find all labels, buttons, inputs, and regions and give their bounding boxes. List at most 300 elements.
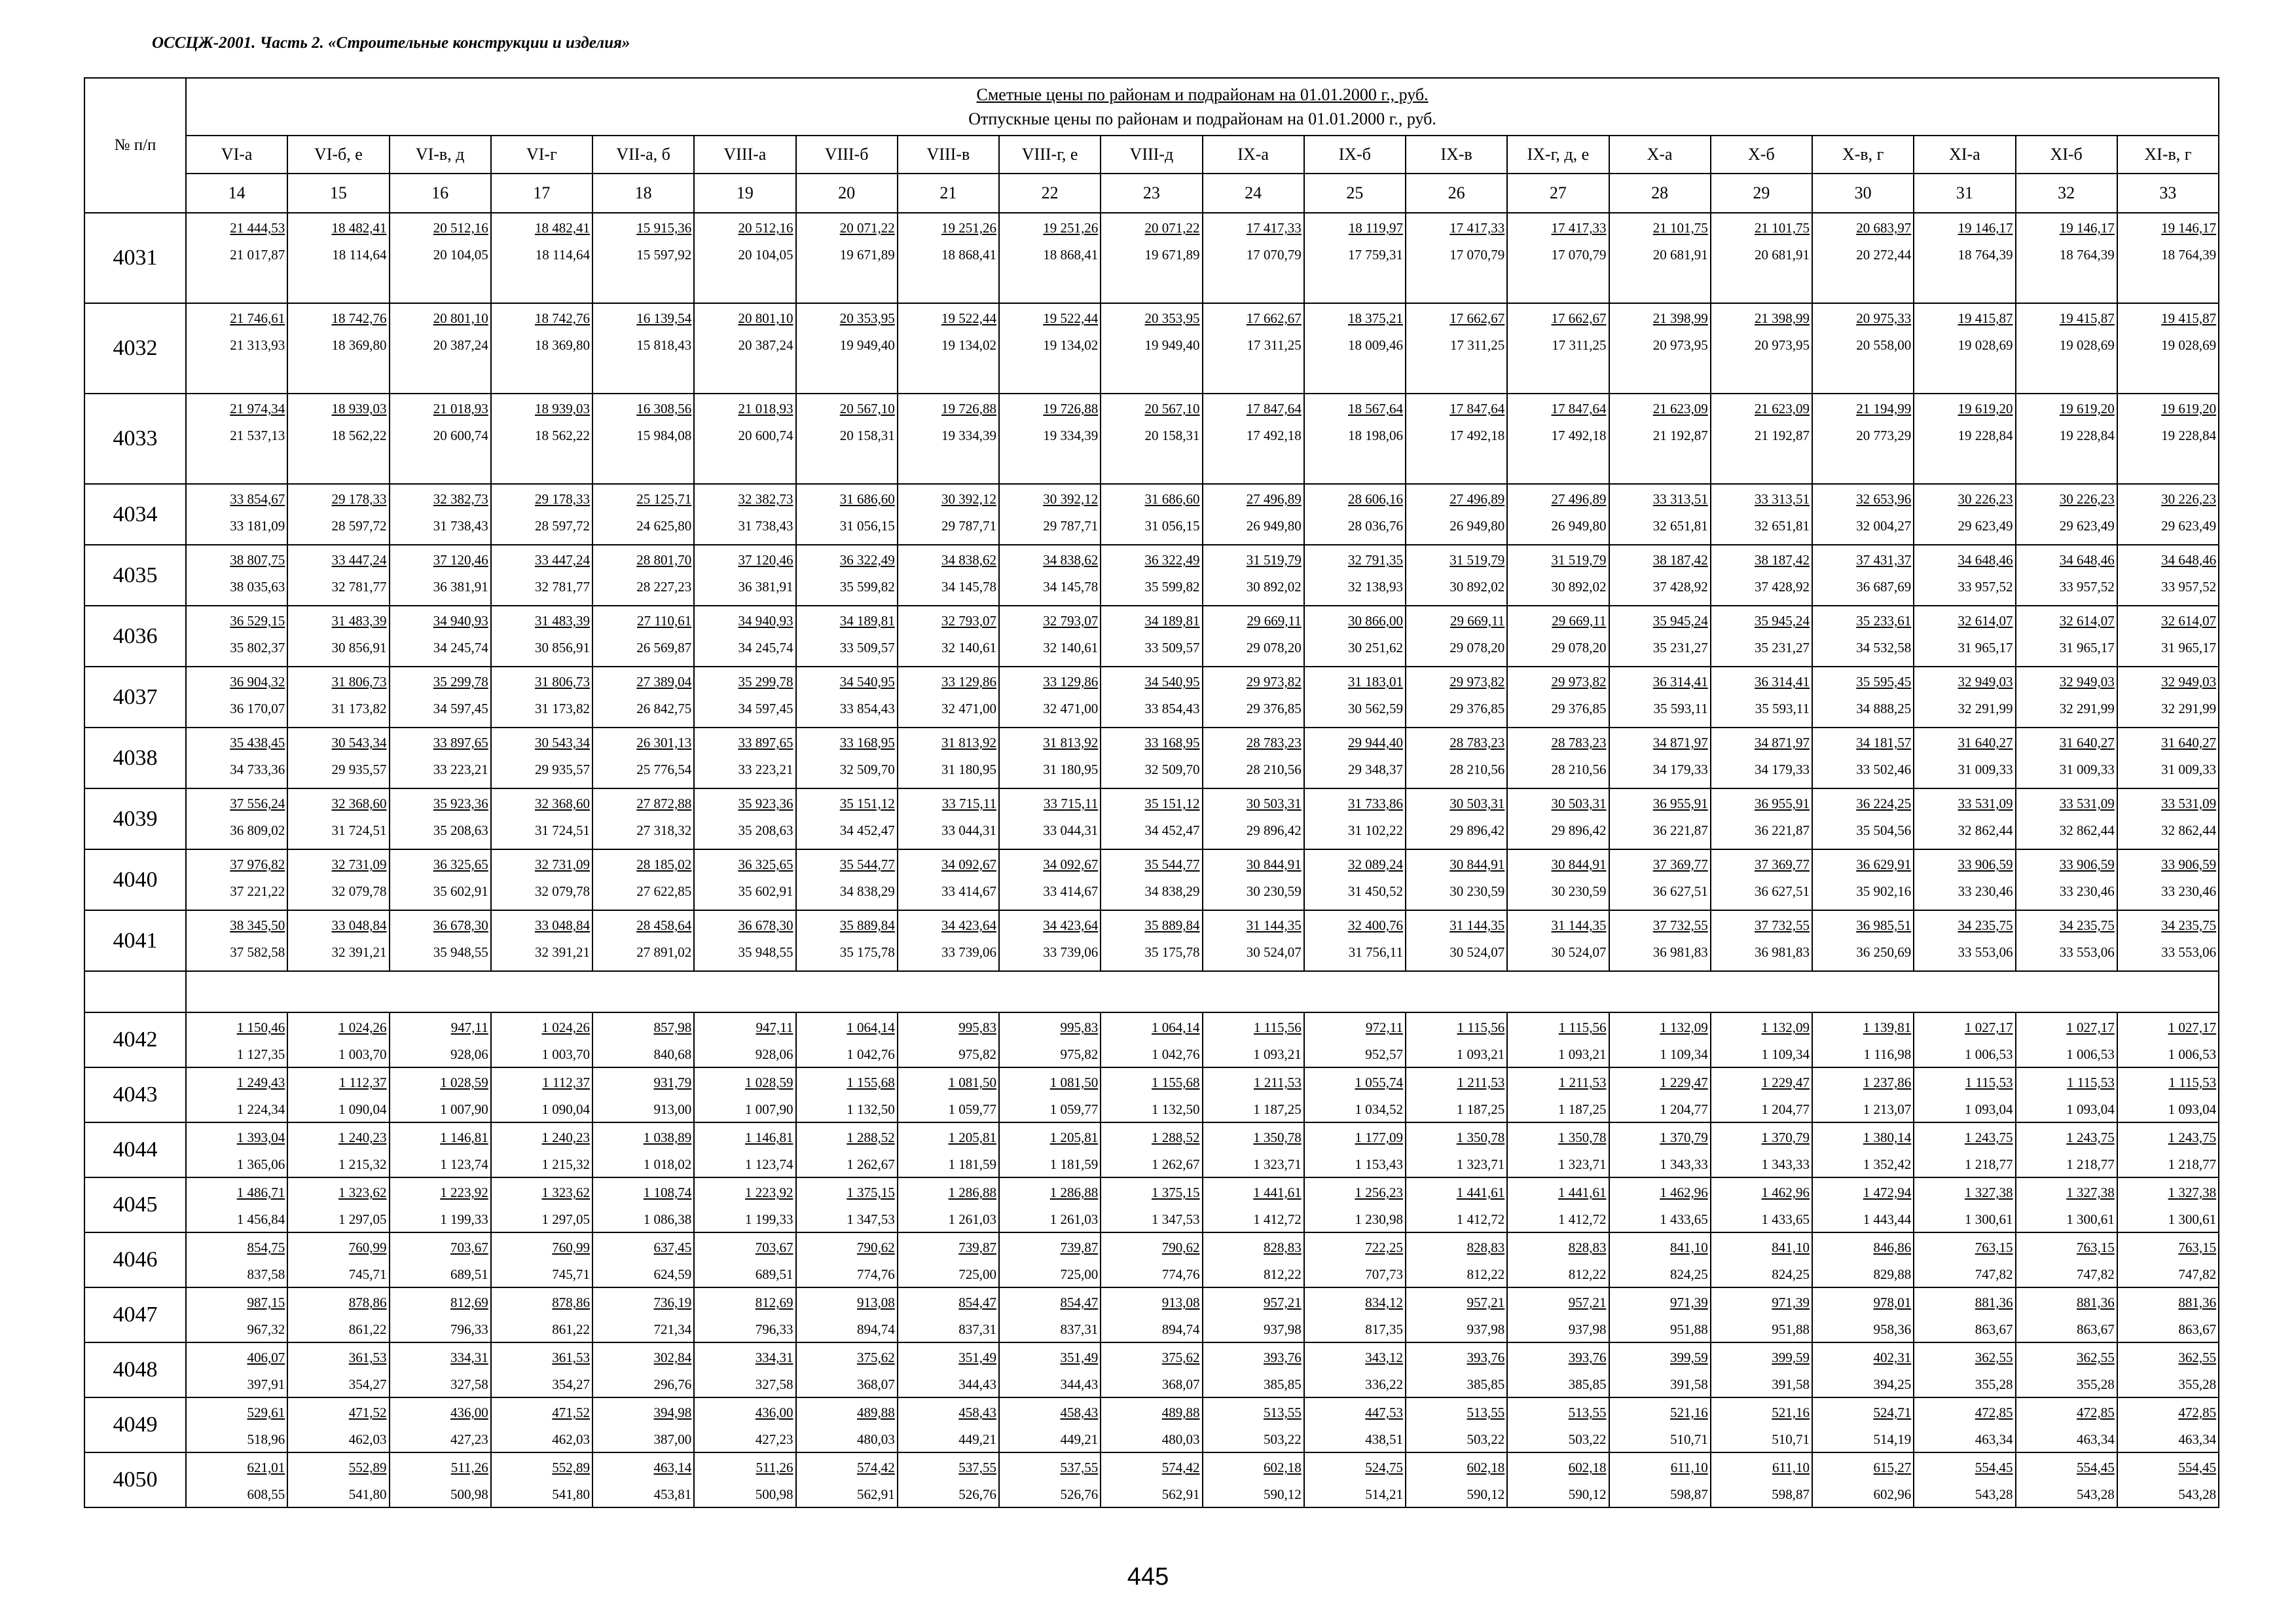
price-cell (390, 910, 491, 971)
release-price: 1 215,32 (541, 1156, 590, 1172)
price-cell (1507, 667, 1609, 728)
release-price: 590,12 (1568, 1486, 1607, 1502)
estimate-price: 739,87 (1060, 1240, 1099, 1255)
estimate-price: 33 447,24 (331, 552, 387, 568)
section-separator-row (84, 971, 2219, 1012)
release-price: 31 009,33 (2059, 762, 2115, 777)
row-code: 4034 (84, 484, 186, 545)
price-cell (1609, 484, 1711, 545)
column-index: 17 (491, 174, 592, 213)
price-cell (390, 1287, 491, 1342)
estimate-price: 1 462,96 (1660, 1185, 1708, 1200)
estimate-price: 472,85 (2178, 1405, 2217, 1420)
table-title-row (84, 78, 2219, 136)
estimate-price: 31 144,35 (1246, 917, 1302, 933)
release-price: 35 231,27 (1755, 640, 1810, 655)
price-cell (898, 545, 999, 606)
price-cell (592, 1067, 694, 1122)
price-cell (1914, 910, 2015, 971)
estimate-price: 841,10 (1670, 1240, 1708, 1255)
estimate-price: 30 503,31 (1246, 796, 1302, 811)
price-cell (999, 788, 1101, 849)
price-cell (2117, 484, 2219, 545)
estimate-price: 36 314,41 (1652, 674, 1708, 690)
release-price: 29 623,49 (1958, 518, 2013, 534)
release-price: 19 028,69 (2059, 337, 2115, 353)
price-cell (1914, 1067, 2015, 1122)
release-price: 19 028,69 (1958, 337, 2013, 353)
release-price: 32 651,81 (1755, 518, 1810, 534)
price-cell (796, 728, 898, 788)
estimate-price: 1 243,75 (2168, 1130, 2217, 1145)
release-price: 427,23 (755, 1431, 793, 1447)
region-header: IX-в (1406, 136, 1507, 174)
release-price: 18 562,22 (331, 428, 387, 443)
price-cell (1101, 303, 1202, 394)
release-price: 31 173,82 (331, 701, 387, 716)
row-code: 4036 (84, 606, 186, 667)
release-price: 967,32 (247, 1321, 285, 1337)
release-price: 387,00 (653, 1431, 692, 1447)
price-cell (1304, 1452, 1406, 1507)
price-cell (1812, 1452, 1914, 1507)
release-price: 958,36 (1873, 1321, 1912, 1337)
estimate-price: 28 801,70 (636, 552, 692, 568)
release-price: 725,00 (1060, 1266, 1099, 1282)
release-price: 18 868,41 (1043, 247, 1099, 263)
estimate-price: 31 483,39 (535, 613, 590, 629)
price-cell (592, 1122, 694, 1177)
price-cell (1609, 1342, 1711, 1397)
release-price: 37 428,92 (1755, 579, 1810, 595)
release-price: 1 093,04 (1965, 1101, 2013, 1117)
release-price: 397,91 (247, 1376, 285, 1392)
table-row (84, 213, 2219, 303)
release-price: 36 627,51 (1652, 883, 1708, 899)
price-cell (1203, 910, 1304, 971)
price-cell (287, 728, 389, 788)
estimate-price: 34 940,93 (433, 613, 488, 629)
estimate-price: 36 322,49 (839, 552, 895, 568)
release-price: 1 456,84 (236, 1211, 285, 1227)
estimate-price: 33 906,59 (2161, 857, 2217, 872)
table-row (84, 1232, 2219, 1287)
release-price: 745,71 (552, 1266, 590, 1282)
price-cell (1507, 728, 1609, 788)
price-cell (1304, 1122, 1406, 1177)
release-price: 1 123,74 (440, 1156, 488, 1172)
column-index: 27 (1507, 174, 1609, 213)
release-price: 31 965,17 (1958, 640, 2013, 655)
estimate-price: 35 151,12 (839, 796, 895, 811)
estimate-price: 399,59 (1670, 1350, 1708, 1365)
estimate-price: 17 417,33 (1246, 220, 1302, 236)
region-header: IX-г, д, е (1507, 136, 1609, 174)
column-index-row (84, 174, 2219, 213)
estimate-price: 1 375,15 (1152, 1185, 1200, 1200)
estimate-price: 34 189,81 (1144, 613, 1200, 629)
price-cell (1812, 1012, 1914, 1067)
price-cell (1406, 1397, 1507, 1452)
region-header: VI-в, д (390, 136, 491, 174)
release-price: 937,98 (1568, 1321, 1607, 1337)
estimate-price: 1 108,74 (643, 1185, 692, 1200)
price-cell (390, 788, 491, 849)
estimate-price: 1 028,59 (440, 1075, 488, 1090)
estimate-price: 513,55 (1467, 1405, 1505, 1420)
estimate-price: 554,45 (1975, 1460, 2013, 1475)
release-price: 796,33 (450, 1321, 488, 1337)
price-cell (1101, 1012, 1202, 1067)
estimate-price: 36 314,41 (1755, 674, 1810, 690)
estimate-price: 1 027,17 (2066, 1020, 2115, 1035)
estimate-price: 19 146,17 (2161, 220, 2217, 236)
release-price: 354,27 (552, 1376, 590, 1392)
price-cell (287, 394, 389, 484)
release-price: 35 599,82 (1144, 579, 1200, 595)
price-cell (1203, 1287, 1304, 1342)
price-cell (1304, 910, 1406, 971)
price-cell (1101, 728, 1202, 788)
estimate-price: 21 398,99 (1652, 310, 1708, 326)
release-price: 928,06 (755, 1046, 793, 1062)
estimate-price: 1 327,38 (2168, 1185, 2217, 1200)
estimate-price: 739,87 (958, 1240, 996, 1255)
estimate-price: 1 288,52 (847, 1130, 895, 1145)
estimate-price: 20 567,10 (1144, 401, 1200, 416)
estimate-price: 30 392,12 (941, 491, 996, 507)
release-price: 36 250,69 (1856, 944, 1912, 960)
price-cell (1203, 849, 1304, 910)
release-price: 18 764,39 (2059, 247, 2115, 263)
estimate-price: 32 382,73 (738, 491, 793, 507)
release-price: 19 134,02 (941, 337, 996, 353)
release-price: 1 323,71 (1558, 1156, 1607, 1172)
release-price: 824,25 (1772, 1266, 1810, 1282)
estimate-price: 471,52 (348, 1405, 387, 1420)
estimate-price: 489,88 (857, 1405, 895, 1420)
release-price: 1 365,06 (236, 1156, 285, 1172)
release-price: 20 600,74 (738, 428, 793, 443)
estimate-price: 31 806,73 (331, 674, 387, 690)
estimate-price: 33 447,24 (535, 552, 590, 568)
price-cell (1507, 303, 1609, 394)
release-price: 31 756,11 (1348, 944, 1403, 960)
price-cell (1711, 1342, 1812, 1397)
release-price: 1 347,53 (847, 1211, 895, 1227)
estimate-price: 1 146,81 (745, 1130, 793, 1145)
release-price: 812,22 (1568, 1266, 1607, 1282)
release-price: 29 376,85 (1551, 701, 1607, 716)
estimate-price: 1 027,17 (1965, 1020, 2013, 1035)
price-cell (1914, 1122, 2015, 1177)
estimate-price: 34 181,57 (1856, 735, 1912, 750)
estimate-price: 32 614,07 (2059, 613, 2115, 629)
release-price: 36 170,07 (230, 701, 285, 716)
estimate-price: 37 732,55 (1755, 917, 1810, 933)
release-price: 19 671,89 (1144, 247, 1200, 263)
release-price: 31 738,43 (433, 518, 488, 534)
release-price: 1 042,76 (1152, 1046, 1200, 1062)
estimate-price: 399,59 (1772, 1350, 1810, 1365)
estimate-price: 1 375,15 (847, 1185, 895, 1200)
price-cell (2117, 788, 2219, 849)
release-price: 861,22 (348, 1321, 387, 1337)
region-header: VIII-а (694, 136, 795, 174)
release-price: 35 231,27 (1652, 640, 1708, 655)
price-cell (1812, 1287, 1914, 1342)
estimate-price: 29 178,33 (331, 491, 387, 507)
price-cell (186, 1012, 287, 1067)
price-cell (186, 1342, 287, 1397)
price-cell (1914, 1287, 2015, 1342)
column-index: 23 (1101, 174, 1202, 213)
release-price: 34 179,33 (1755, 762, 1810, 777)
release-price: 449,21 (958, 1431, 996, 1447)
estimate-price: 362,55 (1975, 1350, 2013, 1365)
price-cell (2016, 788, 2117, 849)
estimate-price: 32 368,60 (331, 796, 387, 811)
release-price: 394,25 (1873, 1376, 1912, 1392)
release-price: 31 180,95 (1043, 762, 1099, 777)
price-cell (1609, 1287, 1711, 1342)
price-cell (898, 1122, 999, 1177)
estimate-price: 33 906,59 (1958, 857, 2013, 872)
release-price: 503,22 (1467, 1431, 1505, 1447)
release-price: 33 230,46 (2161, 883, 2217, 899)
price-cell (1914, 788, 2015, 849)
estimate-price: 20 801,10 (738, 310, 793, 326)
price-cell (1711, 728, 1812, 788)
release-price: 355,28 (2178, 1376, 2217, 1392)
release-price: 33 957,52 (2161, 579, 2217, 595)
estimate-price: 19 726,88 (1043, 401, 1099, 416)
release-price: 31 056,15 (1144, 518, 1200, 534)
estimate-price: 1 243,75 (1965, 1130, 2013, 1145)
estimate-price: 29 669,11 (1450, 613, 1505, 629)
release-price: 33 739,06 (941, 944, 996, 960)
estimate-price: 36 904,32 (230, 674, 285, 690)
release-price: 1 352,42 (1863, 1156, 1912, 1172)
estimate-price: 1 115,56 (1558, 1020, 1607, 1035)
estimate-price: 1 462,96 (1761, 1185, 1810, 1200)
release-price: 1 127,35 (236, 1046, 285, 1062)
release-price: 34 838,29 (1144, 883, 1200, 899)
price-cell (1406, 1232, 1507, 1287)
estimate-price: 17 847,64 (1551, 401, 1607, 416)
price-cell (898, 394, 999, 484)
release-price: 18 198,06 (1348, 428, 1403, 443)
estimate-price: 33 313,51 (1755, 491, 1810, 507)
estimate-price: 854,47 (1060, 1295, 1099, 1310)
estimate-price: 38 187,42 (1755, 552, 1810, 568)
price-cell (2117, 667, 2219, 728)
release-price: 19 671,89 (839, 247, 895, 263)
price-cell (694, 788, 795, 849)
estimate-price: 34 540,95 (1144, 674, 1200, 690)
release-price: 327,58 (450, 1376, 488, 1392)
estimate-price: 854,47 (958, 1295, 996, 1310)
price-cell (1101, 394, 1202, 484)
estimate-price: 33 048,84 (535, 917, 590, 933)
release-price: 385,85 (1568, 1376, 1607, 1392)
estimate-price: 33 048,84 (331, 917, 387, 933)
release-price: 1 018,02 (643, 1156, 692, 1172)
estimate-price: 29 944,40 (1348, 735, 1403, 750)
release-price: 837,58 (247, 1266, 285, 1282)
price-cell (1609, 213, 1711, 303)
column-index: 18 (592, 174, 694, 213)
release-price: 1 006,53 (2168, 1046, 2217, 1062)
estimate-price: 1 288,52 (1152, 1130, 1200, 1145)
price-cell (1507, 849, 1609, 910)
estimate-price: 20 567,10 (839, 401, 895, 416)
price-cell (287, 1012, 389, 1067)
release-price: 33 854,43 (1144, 701, 1200, 716)
release-price: 368,07 (857, 1376, 895, 1392)
price-cell (1101, 1177, 1202, 1232)
price-cell (1609, 394, 1711, 484)
price-cell (898, 1452, 999, 1507)
release-price: 19 228,84 (2161, 428, 2217, 443)
release-price: 17 492,18 (1551, 428, 1607, 443)
price-cell (898, 788, 999, 849)
estimate-price: 20 353,95 (839, 310, 895, 326)
estimate-price: 20 512,16 (433, 220, 488, 236)
estimate-price: 1 370,79 (1660, 1130, 1708, 1145)
release-price: 20 973,95 (1652, 337, 1708, 353)
estimate-price: 35 151,12 (1144, 796, 1200, 811)
release-price: 18 868,41 (941, 247, 996, 263)
price-cell (491, 394, 592, 484)
price-cell (287, 1287, 389, 1342)
estimate-price: 537,55 (1060, 1460, 1099, 1475)
price-cell (999, 1452, 1101, 1507)
release-price: 34 838,29 (839, 883, 895, 899)
estimate-price: 1 150,46 (236, 1020, 285, 1035)
estimate-price: 21 974,34 (230, 401, 285, 416)
price-cell (592, 1452, 694, 1507)
price-cell (592, 1287, 694, 1342)
estimate-price: 987,15 (247, 1295, 285, 1310)
price-cell (898, 213, 999, 303)
release-price: 30 856,91 (331, 640, 387, 655)
price-cell (1914, 1232, 2015, 1287)
release-price: 20 158,31 (839, 428, 895, 443)
estimate-price: 32 400,76 (1348, 917, 1403, 933)
estimate-price: 17 662,67 (1449, 310, 1505, 326)
estimate-price: 37 369,77 (1652, 857, 1708, 872)
price-cell (999, 910, 1101, 971)
estimate-price: 1 115,56 (1254, 1020, 1302, 1035)
row-code: 4031 (84, 213, 186, 303)
price-cell (1812, 303, 1914, 394)
price-cell (999, 394, 1101, 484)
release-price: 19 134,02 (1043, 337, 1099, 353)
release-price: 36 627,51 (1755, 883, 1810, 899)
release-price: 837,31 (958, 1321, 996, 1337)
price-cell (1507, 484, 1609, 545)
estimate-price: 736,19 (653, 1295, 692, 1310)
release-price: 33 509,57 (839, 640, 895, 655)
estimate-price: 1 240,23 (541, 1130, 590, 1145)
release-price: 1 086,38 (643, 1211, 692, 1227)
release-price: 17 492,18 (1246, 428, 1302, 443)
estimate-price: 35 438,45 (230, 735, 285, 750)
price-cell (1711, 1012, 1812, 1067)
release-price: 543,28 (1975, 1486, 2013, 1502)
price-cell (287, 1177, 389, 1232)
row-code: 4040 (84, 849, 186, 910)
release-price: 29 787,71 (1043, 518, 1099, 534)
release-price: 36 381,91 (433, 579, 488, 595)
column-index: 15 (287, 174, 389, 213)
price-cell (1507, 1452, 1609, 1507)
estimate-price: 33 715,11 (1044, 796, 1099, 811)
price-cell (1304, 484, 1406, 545)
estimate-price: 812,69 (755, 1295, 793, 1310)
release-price: 30 230,59 (1449, 883, 1505, 899)
release-price-title: Отпускные цены по районам и подрайонам на 01.01.2000 г., руб. (968, 109, 1436, 128)
price-cell (1609, 728, 1711, 788)
price-cell (2016, 1287, 2117, 1342)
estimate-price: 32 614,07 (1958, 613, 2013, 629)
release-price: 31 450,52 (1348, 883, 1403, 899)
price-table-body (84, 213, 2219, 1507)
estimate-price: 334,31 (450, 1350, 488, 1365)
estimate-price: 513,55 (1568, 1405, 1607, 1420)
release-price: 31 724,51 (331, 822, 387, 838)
price-cell (1711, 667, 1812, 728)
estimate-price: 1 240,23 (338, 1130, 387, 1145)
estimate-price: 18 119,97 (1348, 220, 1403, 236)
price-cell (694, 1122, 795, 1177)
table-row (84, 1452, 2219, 1507)
release-price: 37 428,92 (1652, 579, 1708, 595)
estimate-price: 34 648,46 (1958, 552, 2013, 568)
table-row (84, 728, 2219, 788)
release-price: 30 562,59 (1348, 701, 1403, 716)
price-cell (2117, 1232, 2219, 1287)
price-cell (390, 1067, 491, 1122)
price-cell (796, 1122, 898, 1177)
release-price: 1 433,65 (1761, 1211, 1810, 1227)
estimate-price: 1 205,81 (948, 1130, 996, 1145)
price-cell (1101, 1287, 1202, 1342)
release-price: 774,76 (857, 1266, 895, 1282)
price-cell (2016, 1397, 2117, 1452)
price-cell (1507, 394, 1609, 484)
release-price: 38 035,63 (230, 579, 285, 595)
price-cell (1914, 545, 2015, 606)
price-cell (491, 910, 592, 971)
row-code: 4044 (84, 1122, 186, 1177)
release-price: 774,76 (1161, 1266, 1200, 1282)
price-cell (186, 667, 287, 728)
release-price: 27 622,85 (636, 883, 692, 899)
estimate-price: 34 235,75 (1958, 917, 2013, 933)
release-price: 747,82 (2178, 1266, 2217, 1282)
price-cell (1304, 213, 1406, 303)
price-cell (898, 1067, 999, 1122)
release-price: 27 891,02 (636, 944, 692, 960)
price-table (84, 77, 2219, 1508)
price-cell (1914, 484, 2015, 545)
estimate-price: 19 415,87 (2059, 310, 2115, 326)
release-price: 1 199,33 (745, 1211, 793, 1227)
estimate-price: 31 733,86 (1348, 796, 1403, 811)
price-cell (694, 1342, 795, 1397)
